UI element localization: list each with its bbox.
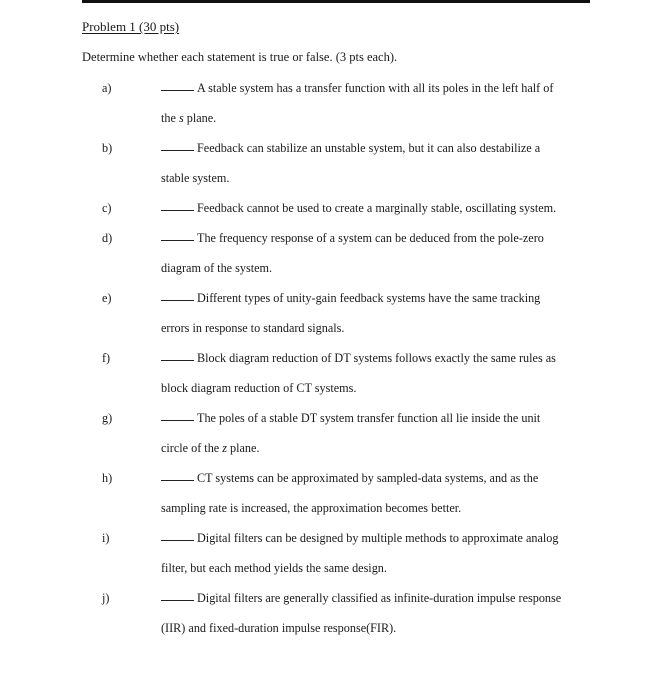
statement-line1 bbox=[161, 411, 540, 426]
statement-text-continued: circle of the bbox=[161, 441, 223, 455]
statement-line2 bbox=[161, 441, 260, 456]
statement-line2: block diagram reduction of CT systems. bbox=[161, 381, 357, 395]
problem-title: Problem 1 (30 pts) bbox=[82, 19, 180, 34]
statement-text: Feedback can stabilize an unstable system, but it can also destabilize a bbox=[197, 141, 541, 155]
statement-line2: stable system. bbox=[161, 171, 230, 185]
statement-line2 bbox=[161, 111, 216, 126]
statement-text: Digital filters are generally classified as infinite-duration impulse response bbox=[197, 591, 562, 605]
answer-blank[interactable] bbox=[161, 600, 194, 601]
statement-line2: sampling rate is increased, the approximation becomes better. bbox=[161, 501, 462, 515]
answer-blank[interactable] bbox=[161, 540, 194, 541]
statement-label: b) bbox=[102, 141, 113, 155]
statement-text: The frequency response of a system can be deduced from the pole-zero bbox=[197, 231, 544, 245]
variable-s: s bbox=[178, 111, 184, 125]
statement-line1 bbox=[161, 141, 540, 156]
statement-label: i) bbox=[102, 531, 110, 545]
statement-label: h) bbox=[102, 471, 113, 485]
statement-line1 bbox=[161, 81, 553, 96]
statement-label: a) bbox=[102, 81, 112, 95]
answer-blank[interactable] bbox=[161, 360, 194, 361]
statement-line1 bbox=[161, 231, 544, 246]
statement-text-continued: the bbox=[161, 111, 179, 125]
statement-line1 bbox=[161, 201, 556, 216]
answer-blank[interactable] bbox=[161, 150, 194, 151]
statement-label: g) bbox=[102, 411, 113, 425]
statement-label: j) bbox=[102, 591, 110, 605]
statement-text-end: plane. bbox=[183, 111, 217, 125]
statement-line2: errors in response to standard signals. bbox=[161, 321, 345, 335]
statement-line2: diagram of the system. bbox=[161, 261, 273, 275]
statement-line1 bbox=[161, 531, 558, 546]
answer-blank[interactable] bbox=[161, 420, 194, 421]
variable-z: z bbox=[222, 441, 227, 455]
statement-line1 bbox=[161, 591, 561, 606]
statement-label: d) bbox=[102, 231, 113, 245]
statement-text: Digital filters can be designed by multiple methods to approximate analog bbox=[197, 531, 559, 545]
instructions: Determine whether each statement is true or false. (3 pts each). bbox=[82, 50, 398, 64]
statement-text-end: plane. bbox=[227, 441, 260, 455]
statement-line2: filter, but each method yields the same design. bbox=[161, 561, 387, 575]
answer-blank[interactable] bbox=[161, 480, 194, 481]
statement-text: A stable system has a transfer function with all its poles in the left half of bbox=[197, 81, 554, 95]
statement-text: Block diagram reduction of DT systems follows exactly the same rules as bbox=[197, 351, 556, 365]
statement-text: Different types of unity-gain feedback systems have the same tracking bbox=[197, 291, 541, 305]
statement-line2: (IIR) and fixed-duration impulse response(FIR). bbox=[161, 621, 397, 635]
answer-blank[interactable] bbox=[161, 300, 194, 301]
statement-text: CT systems can be approximated by sampled-data systems, and as the bbox=[197, 471, 539, 485]
statement-line1 bbox=[161, 351, 556, 366]
statement-line1 bbox=[161, 471, 538, 486]
statement-text: Feedback cannot be used to create a marginally stable, oscillating system. bbox=[197, 201, 557, 215]
top-rule bbox=[82, 0, 590, 3]
answer-blank[interactable] bbox=[161, 90, 194, 91]
statement-label: c) bbox=[102, 201, 112, 215]
answer-blank[interactable] bbox=[161, 240, 194, 241]
answer-blank[interactable] bbox=[161, 210, 194, 211]
statement-text: The poles of a stable DT system transfer function all lie inside the unit bbox=[197, 411, 541, 425]
statement-label: f) bbox=[102, 351, 111, 365]
statement-line1 bbox=[161, 291, 540, 306]
statement-label: e) bbox=[102, 291, 112, 305]
